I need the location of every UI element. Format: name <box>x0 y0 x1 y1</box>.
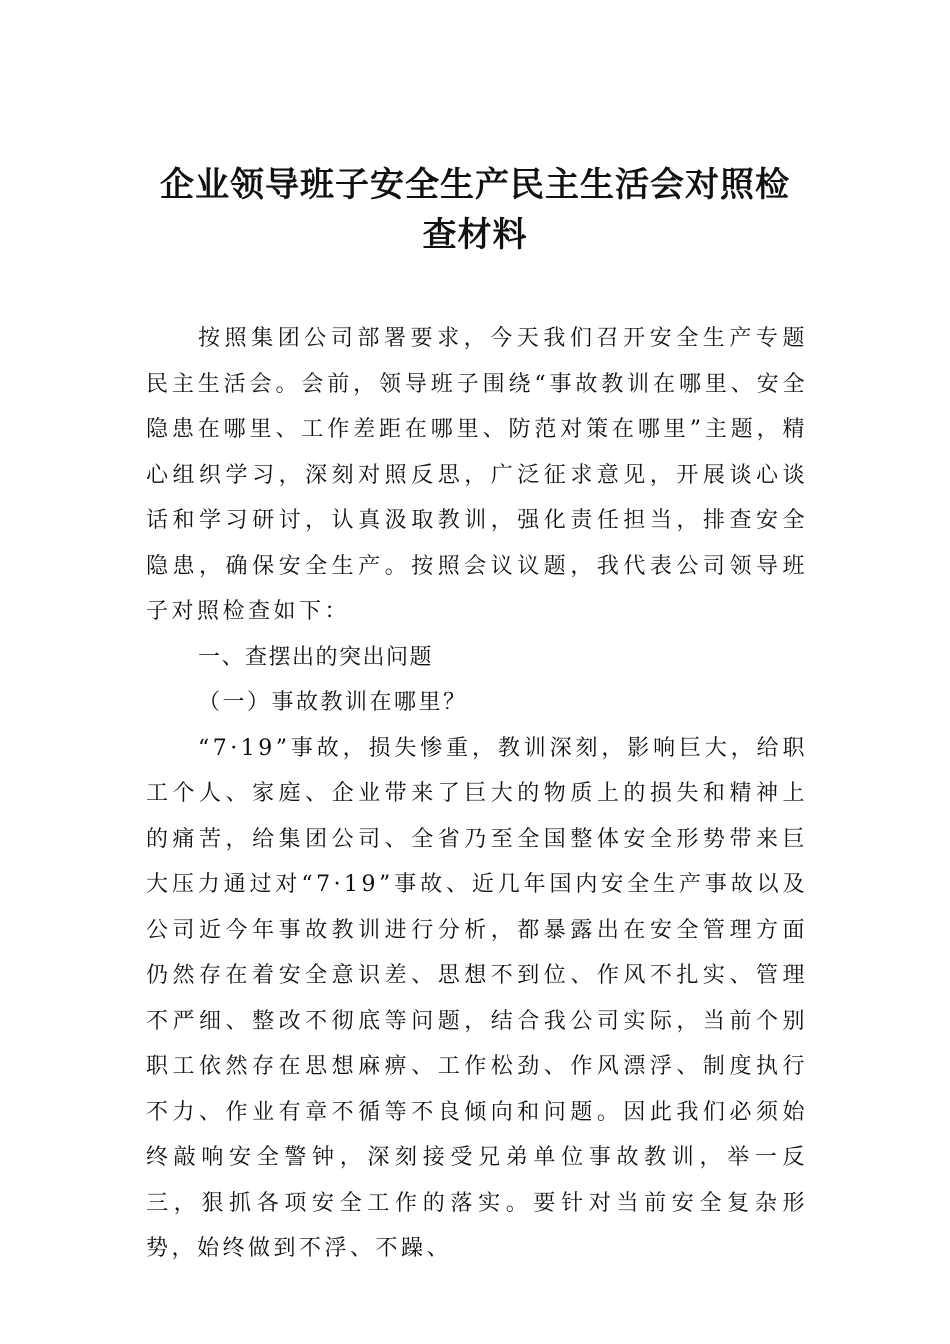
document-body <box>146 316 808 1272</box>
document-title-line-2: 查材料 <box>422 215 528 255</box>
intro-paragraph: 按照集团公司部署要求，今天我们召开安全生产专题民主生活会。会前，领导班子围绕“事故教训在哪里、安全隐患在哪里、工作差距在哪里、防范对策在哪里”主题，精心组织学习，深刻对照反思，广泛征求意见，开展谈心谈话和学习研讨，认真汲取教训，强化责任担当，排查安全隐患，确保安全生产。按照会议议题，我代表公司领导班子对照检查如下： <box>146 326 808 624</box>
section-heading: 一、查摆出的突出问题 <box>198 644 434 670</box>
body-paragraph: “7·19”事故，损失惨重，教训深刻，影响巨大，给职工个人、家庭、企业带来了巨大的物质上的损失和精神上的痛苦，给集团公司、全省乃至全国整体安全形势带来巨大压力通过对“7·19”事故、近几年国内安全生产事故以及公司近今年事故教训进行分析，都暴露出在安全管理方面仍然存在着安全意识差、思想不到位、作风不扎实、管理不严细、整改不彻底等问题，结合我公司实际，当前个别职工依然存在思想麻痹、工作松劲、作风漂浮、制度执行不力、作业有章不循等不良倾向和问题。因此我们必须始终敲响安全警钟，深刻接受兄弟单位事故教训，举一反三，狠抓各项安全工作的落实。要针对当前安全复杂形势，始终做到不浮、不躁、 <box>146 735 808 1261</box>
document-title-line-1: 企业领导班子安全生产民主生活会对照检 <box>160 165 790 205</box>
subsection-heading: （一）事故教训在哪里？ <box>198 690 468 715</box>
document-title <box>140 160 810 260</box>
